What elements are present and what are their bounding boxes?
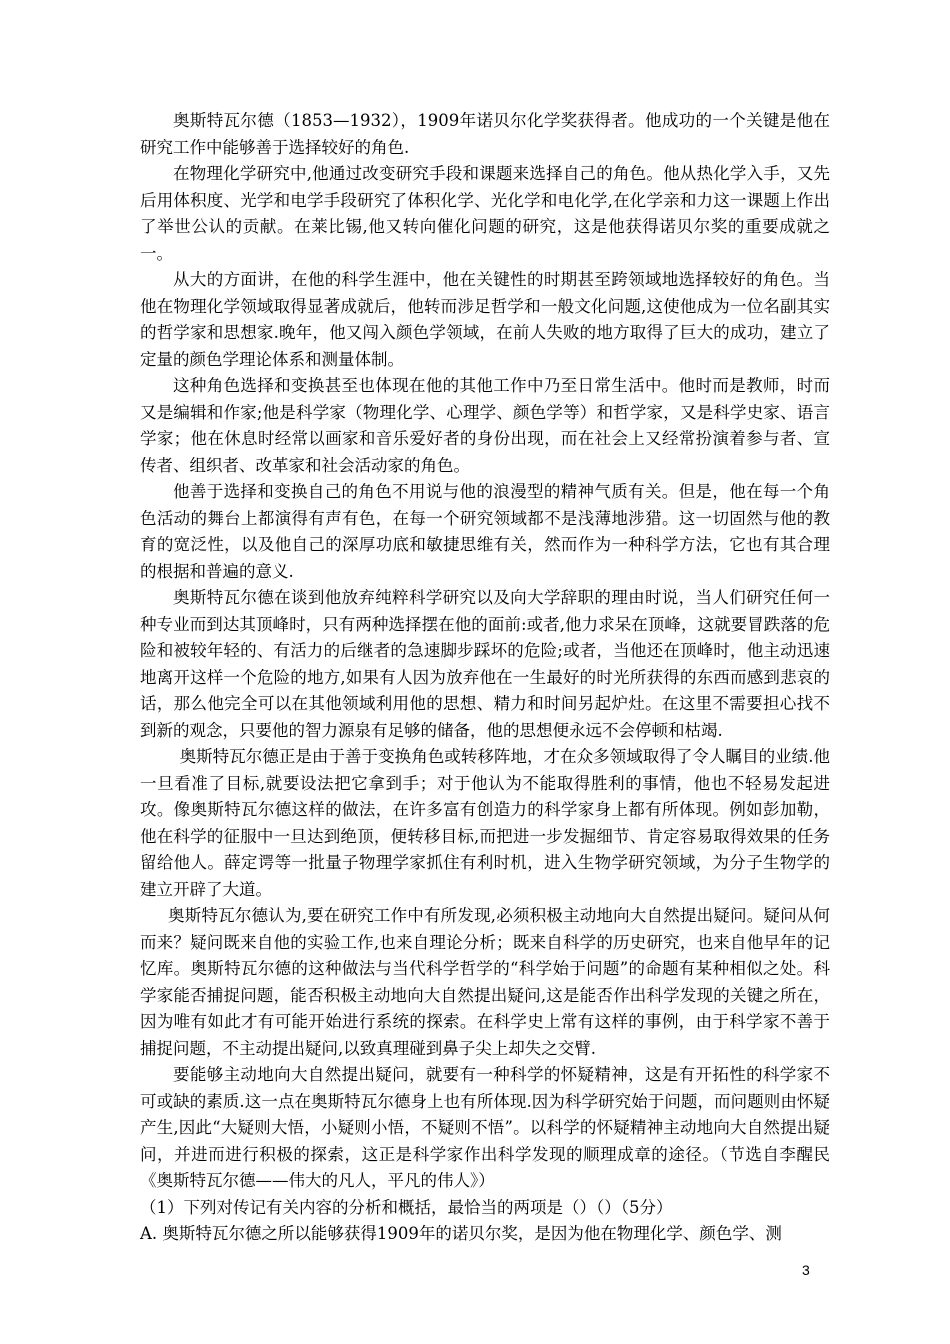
paragraph-asking-questions: 奥斯特瓦尔德认为,要在研究工作中有所发现,必须积极主动地向大自然提出疑问。疑问从何而来？疑问既来自他的实验工作,也来自理论分析；既来自科学的历史研究，也来自他早年的记忆库。奥斯特瓦尔德的这种做法与当代科学哲学的“科学始于问题”的命题有某种相似之处。科学家能否捕捉问题，能否积极主动地向大自然提出疑问,这是能否作出科学发现的关键之所在，因为唯有如此才有可能开始进行系统的探索。在科学史上常有这样的事例，由于科学家不善于捕捉问题，不主动提出疑问,以致真理碰到鼻子尖上却失之交臂. bbox=[140, 906, 830, 1058]
paragraph-daily-roles: 这种角色选择和变换甚至也体现在他的其他工作中乃至日常生活中。他时而是教师，时而又是编辑和作家;他是科学家（物理化学、心理学、颜色学等）和哲学家，又是科学史家、语言学家；他在休息时经常以画家和音乐爱好者的身份出现，而在社会上又经常扮演着参与者、宣传者、组织者、改革家和社会活动家的角色。 bbox=[140, 376, 830, 475]
question-1: （1）下列对传记有关内容的分析和概括，最恰当的两项是（）（）（5分） bbox=[140, 1197, 673, 1217]
paragraph-resignation: 奥斯特瓦尔德在谈到他放弃纯粹科学研究以及向大学辞职的理由时说，当人们研究任何一种专业而到达其顶峰时，只有两种选择摆在他的面前:或者,他力求呆在顶峰，这就要冒跌落的危险和被较年轻的、有活力的后继者的急速脚步踩坏的危险;或者，当他还在顶峰时，他主动迅速地离开这样一个危险的地方,如果有人因为放弃他在一生最好的时光所获得的东西而感到悲哀的话，那么他完全可以在其他领域利用他的思想、精力和时间另起炉灶。在这里不需要担心找不到新的观念，只要他的智力源泉有足够的储备，他的思想便永远不会停顿和枯竭. bbox=[140, 588, 830, 740]
option-a: A. 奥斯特瓦尔德之所以能够获得1909年的诺贝尔奖，是因为他在物理化学、颜色学、测 bbox=[140, 1224, 782, 1243]
paragraph-intro: 奥斯特瓦尔德（1853—1932），1909年诺贝尔化学奖获得者。他成功的一个关键是他在研究工作中能够善于选择较好的角色. bbox=[140, 111, 830, 157]
page-number: 3 bbox=[802, 1262, 810, 1278]
paragraph-changing-fields: 奥斯特瓦尔德正是由于善于变换角色或转移阵地，才在众多领域取得了令人瞩目的业绩.他一旦看准了目标,就要设法把它拿到手；对于他认为不能取得胜利的事情，他也不轻易发起进攻。像奥斯特瓦尔德这样的做法，在许多富有创造力的科学家身上都有所体现。例如彭加勒，他在科学的征服中一旦达到绝顶，便转移目标,而把进一步发掘细节、肯定容易取得效果的任务留给他人。薛定谔等一批量子物理学家抓住有利时机，进入生物学研究领域，为分子生物学的建立开辟了大道。 bbox=[140, 747, 830, 899]
paragraph-career-roles: 从大的方面讲，在他的科学生涯中，他在关键性的时期甚至跨领域地选择较好的角色。当他在物理化学领域取得显著成就后，他转而涉足哲学和一般文化问题,这使他成为一位名副其实的哲学家和思想家.晚年，他又闯入颜色学领域，在前人失败的地方取得了巨大的成功，建立了定量的颜色学理论体系和测量体制。 bbox=[140, 270, 830, 369]
paragraph-skepticism: 要能够主动地向大自然提出疑问，就要有一种科学的怀疑精神，这是有开拓性的科学家不可或缺的素质.这一点在奥斯特瓦尔德身上也有所体现.因为科学研究始于问题，而问题则由怀疑产生,因此“大疑则大悟，小疑则小悟，不疑则不悟”。以科学的怀疑精神主动地向大自然提出疑问，并进而进行积极的探索，这正是科学家作出科学发现的顺理成章的途径。（节选自李醒民《奥斯特瓦尔德——伟大的凡人，平凡的伟人》） bbox=[140, 1065, 830, 1190]
paragraph-romantic-spirit: 他善于选择和变换自己的角色不用说与他的浪漫型的精神气质有关。但是，他在每一个角色活动的舞台上都演得有声有色，在每一个研究领域都不是浅薄地涉猎。这一切固然与他的教育的宽泛性，以及他自己的深厚功底和敏捷思维有关，然而作为一种科学方法，它也有其合理的根据和普遍的意义. bbox=[140, 482, 830, 581]
paragraph-physical-chemistry: 在物理化学研究中,他通过改变研究手段和课题来选择自己的角色。他从热化学入手，又先后用体积度、光学和电学手段研究了体积化学、光化学和电化学,在化学亲和力这一课题上作出了举世公认的贡献。在莱比锡,他又转向催化问题的研究，这是他获得诺贝尔奖的重要成就之一。 bbox=[140, 164, 830, 263]
article-body bbox=[140, 108, 830, 1248]
